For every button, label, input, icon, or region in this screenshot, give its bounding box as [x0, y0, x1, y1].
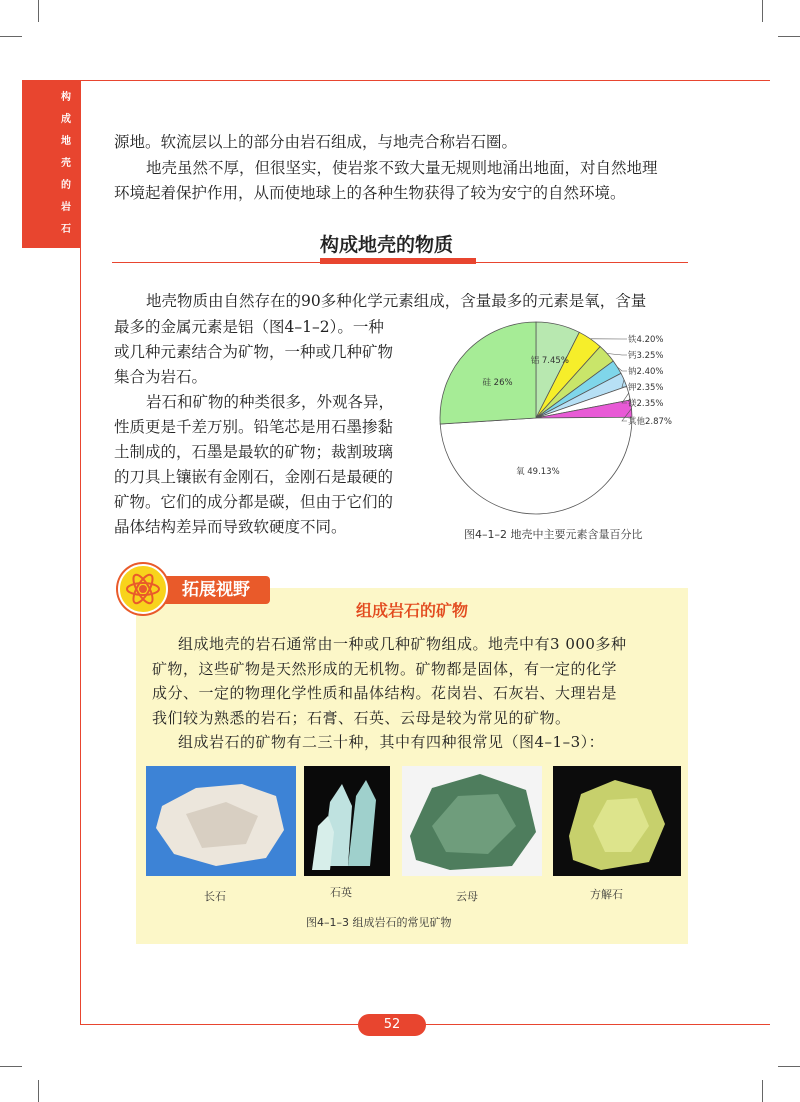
- photo-quartz: [304, 766, 390, 876]
- heading-underline: [320, 258, 476, 264]
- paragraph-line: 晶体结构差异而导致软硬度不同。: [114, 518, 347, 536]
- sidebar-char: 壳: [61, 158, 71, 169]
- pie-label-钠: 钠2.40%: [628, 367, 664, 377]
- paragraph-line: 的刀具上镶嵌有金刚石，金刚石是最硬的: [114, 468, 394, 486]
- paragraph-line: 地壳物质由自然存在的90多种化学元素组成，含量最多的元素是氧，含量: [146, 292, 647, 310]
- pie-slice-硅: [440, 322, 536, 424]
- crop-mark: [38, 1080, 39, 1102]
- paragraph-line: 或几种元素结合为矿物，一种或几种矿物: [114, 343, 394, 361]
- photo-feldspar: [146, 766, 296, 876]
- pie-label-铝: 铝 7.45%: [530, 356, 569, 367]
- pie-slice-氧: [440, 417, 632, 514]
- extension-line: 组成地壳的岩石通常由一种或几种矿物组成。地壳中有3 000多种: [178, 635, 627, 653]
- paragraph-line: 矿物。它们的成分都是碳，但由于它们的: [114, 493, 394, 511]
- sidebar-char: 石: [61, 224, 71, 235]
- photo-label: 长石: [204, 890, 226, 903]
- crop-mark: [0, 1066, 22, 1067]
- crop-mark: [0, 36, 22, 37]
- paragraph-line: 最多的金属元素是铝（图4–1–2）。一种: [114, 318, 384, 336]
- extension-title: 组成岩石的矿物: [355, 601, 468, 620]
- paragraph-line: 土制成的，石墨是最软的矿物；裁割玻璃: [114, 443, 394, 461]
- pie-label-铁: 铁4.20%: [628, 335, 664, 345]
- crop-mark: [762, 1080, 763, 1102]
- photo-mica: [402, 766, 542, 876]
- section-heading: 构成地壳的物质: [320, 234, 454, 256]
- crop-mark: [762, 0, 763, 22]
- paragraph-line: 环境起着保护作用，从而使地球上的各种生物获得了较为安宁的自然环境。: [114, 184, 626, 202]
- photo-calcite: [553, 766, 681, 876]
- crop-mark: [778, 1066, 800, 1067]
- photo-label: 石英: [330, 886, 352, 899]
- margin-rule: [80, 80, 81, 1024]
- photo-label: 云母: [456, 890, 478, 903]
- paragraph-line: 性质更是千差万别。铅笔芯是用石墨掺黏: [114, 418, 394, 436]
- photo-label: 方解石: [590, 888, 623, 901]
- pie-label-钾: 钾2.35%: [628, 383, 664, 393]
- figure-caption: 图4–1–3 组成岩石的常见矿物: [306, 916, 452, 929]
- extension-line: 我们较为熟悉的岩石；石膏、石英、云母是较为常见的矿物。: [152, 709, 571, 727]
- paragraph-line: 集合为岩石。: [114, 368, 208, 386]
- sidebar-char: 地: [61, 136, 71, 147]
- chart-caption: 图4–1–2 地壳中主要元素含量百分比: [464, 528, 643, 541]
- extension-line: 成分、一定的物理化学性质和晶体结构。花岗岩、石灰岩、大理岩是: [152, 684, 618, 702]
- paragraph-line: 岩石和矿物的种类很多，外观各异，: [146, 393, 395, 411]
- pie-label-镁: 镁2.35%: [628, 399, 664, 409]
- crop-mark: [38, 0, 39, 22]
- sidebar-char: 的: [61, 180, 71, 191]
- pie-label-钙: 钙3.25%: [628, 351, 664, 361]
- sidebar-char: 成: [61, 114, 71, 125]
- paragraph-line: 源地。软流层以上的部分由岩石组成，与地壳合称岩石圈。: [114, 133, 518, 151]
- top-rule: [80, 80, 770, 81]
- extension-line: 组成岩石的矿物有二三十种，其中有四种很常见（图4–1–3）：: [178, 733, 605, 751]
- paragraph-line: 地壳虽然不厚，但很坚实，使岩浆不致大量无规则地涌出地面，对自然地理: [146, 159, 658, 177]
- extension-line: 矿物，这些矿物是天然形成的无机物。矿物都是固体，有一定的化学: [152, 660, 618, 678]
- page-number: 52: [358, 1014, 426, 1036]
- pie-label-其他: 其他2.87%: [628, 417, 673, 427]
- extension-badge: 拓展视野: [162, 576, 270, 604]
- sidebar-char: 岩: [61, 202, 71, 213]
- crop-mark: [778, 36, 800, 37]
- pie-leader-钙: [607, 354, 627, 355]
- pie-label-硅: 硅 26%: [482, 377, 513, 388]
- element-pie-chart: [432, 320, 692, 516]
- pie-label-氧: 氧 49.13%: [516, 466, 560, 477]
- sidebar-char: 构: [61, 92, 71, 103]
